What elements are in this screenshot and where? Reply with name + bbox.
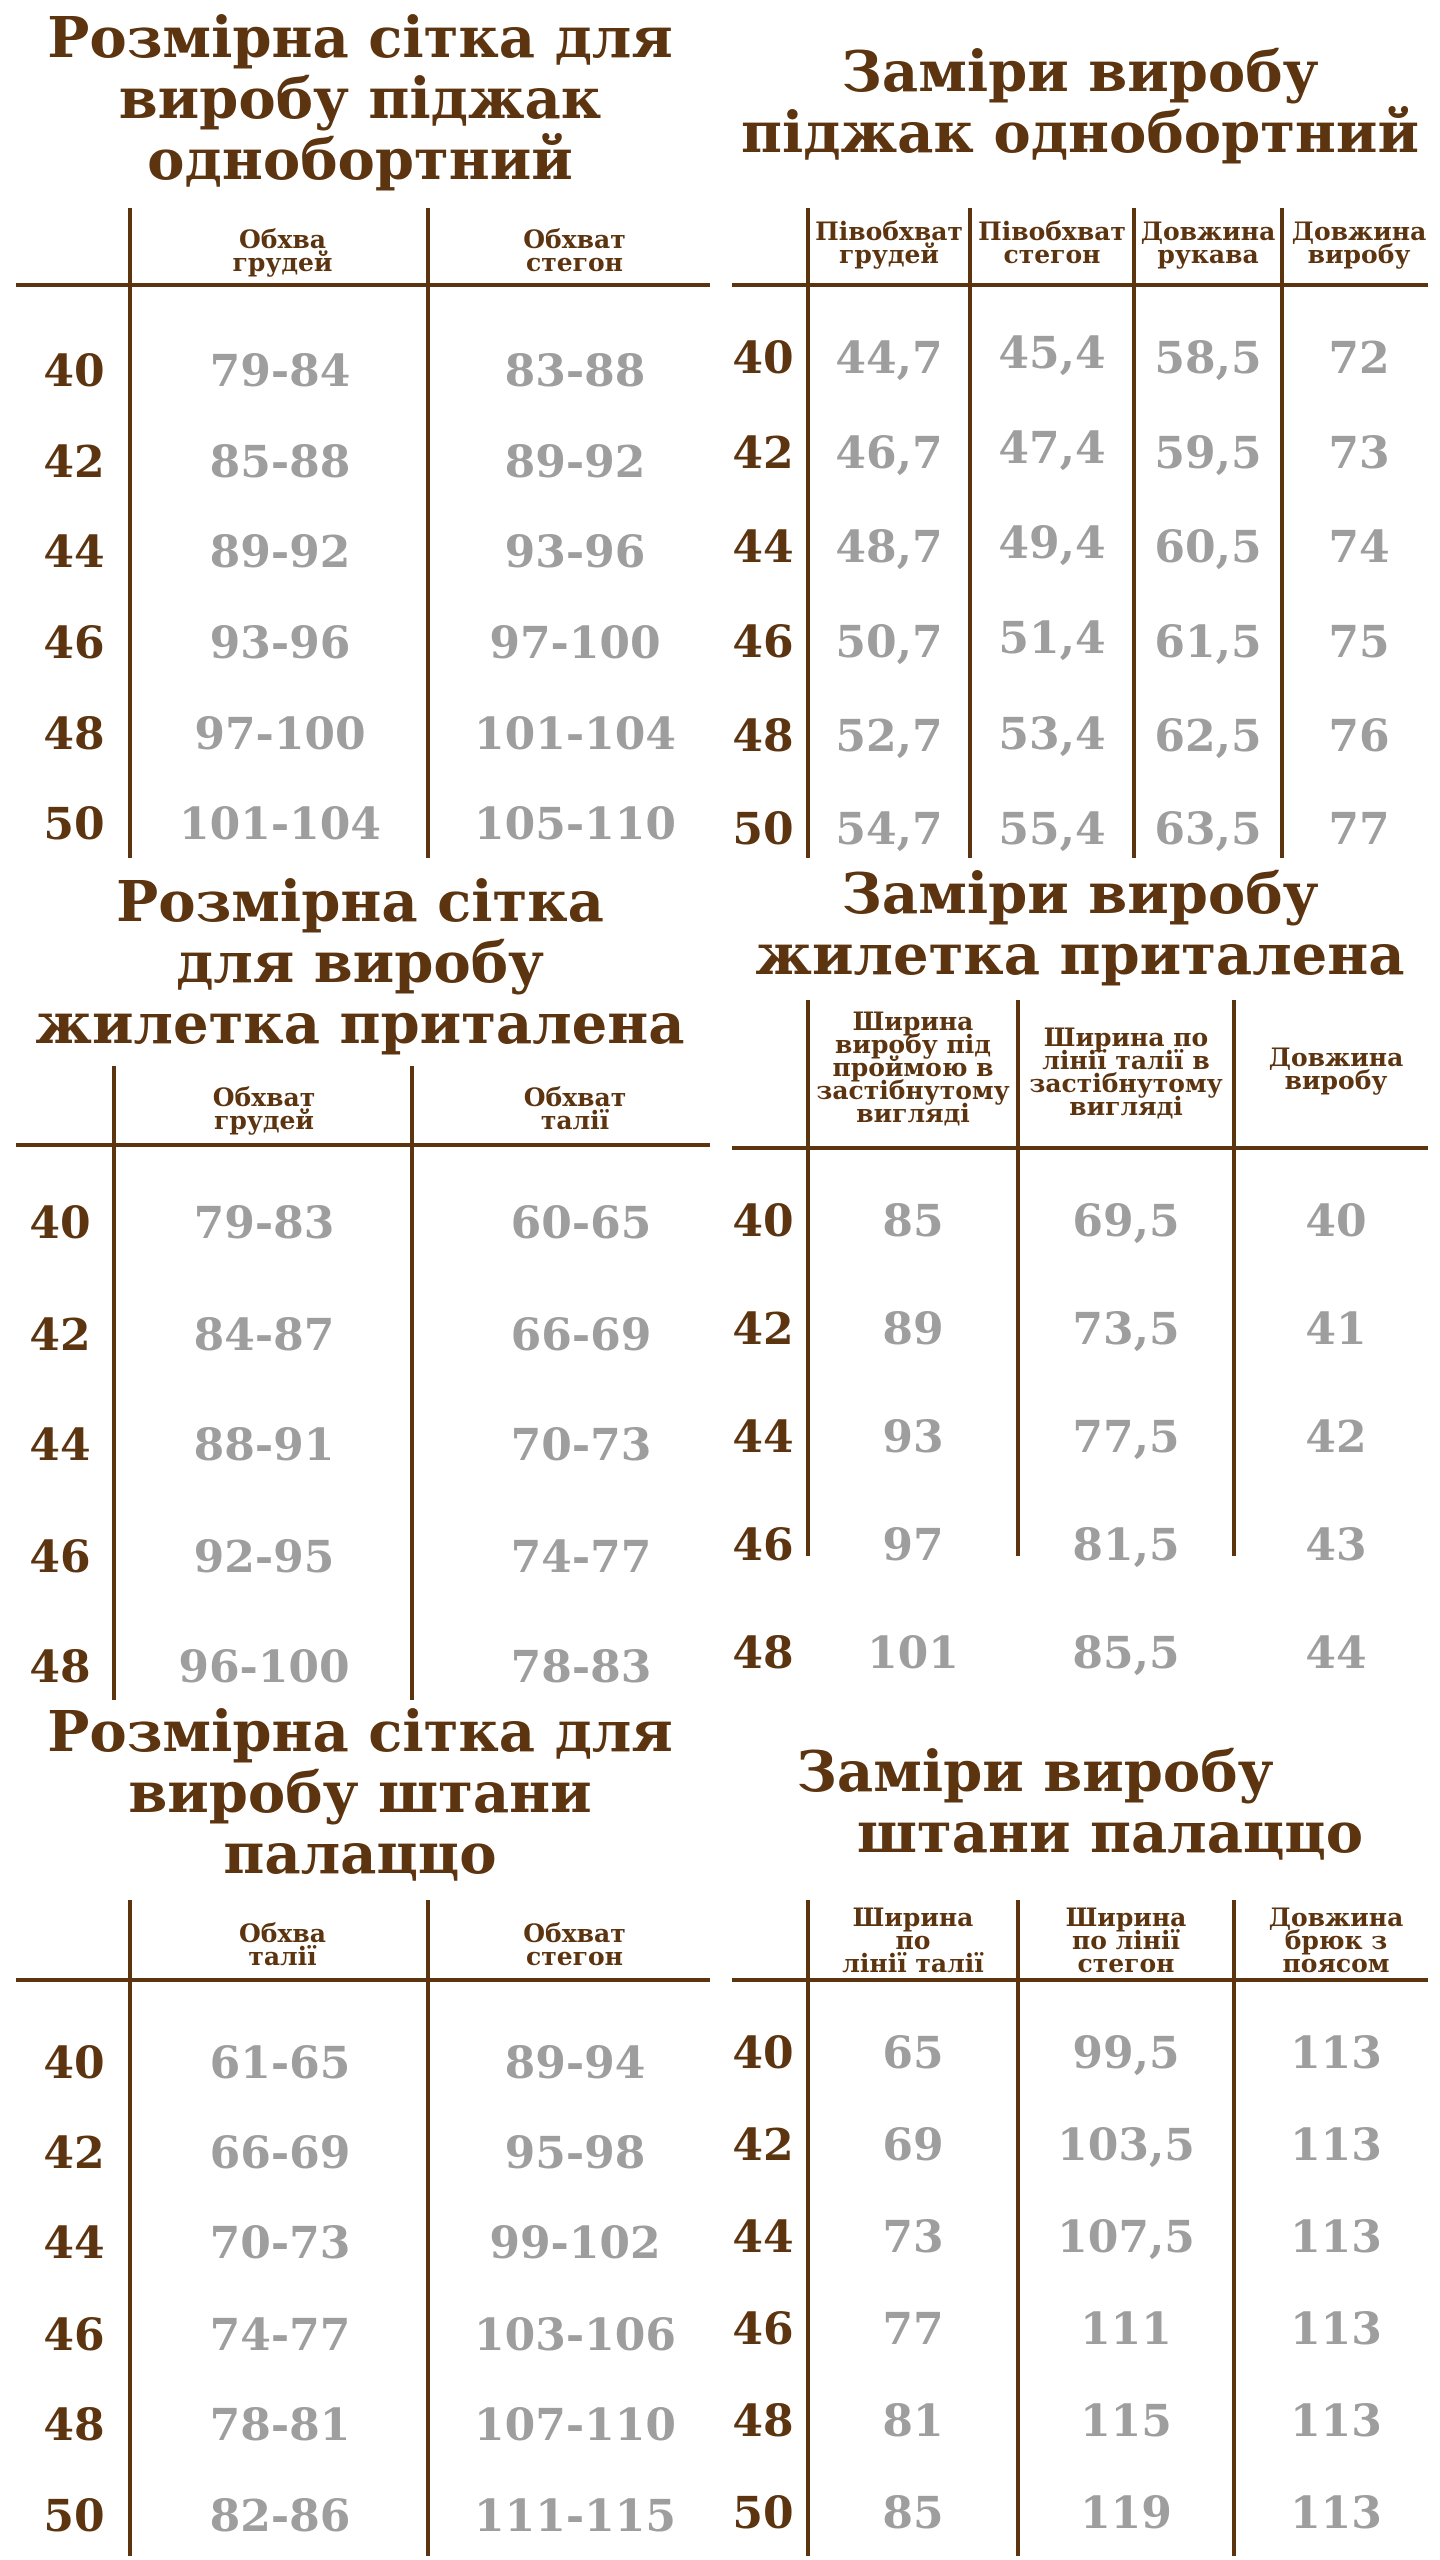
table-cell: 99,5 [1072, 2028, 1180, 2079]
title-line: Заміри виробу [841, 39, 1319, 105]
title-line: штани палаццо [856, 1800, 1364, 1867]
title-line: виробу штани [128, 1760, 592, 1827]
size-label: 40 [29, 1198, 91, 1249]
table-cell: 47,4 [998, 423, 1106, 474]
size-label: 48 [43, 709, 105, 760]
column-divider [128, 208, 132, 858]
size-label: 40 [732, 1196, 794, 1247]
size-label: 40 [43, 2038, 105, 2089]
size-label: 48 [43, 2400, 105, 2451]
size-label: 40 [732, 333, 794, 384]
title-line: Заміри виробу [841, 861, 1319, 927]
size-label: 46 [43, 2310, 105, 2361]
table-cell: 84-87 [193, 1310, 335, 1361]
size-label: 50 [732, 2488, 794, 2539]
size-label: 48 [732, 711, 794, 762]
column-header: Обхват талії [523, 1083, 627, 1135]
size-label: 46 [43, 618, 105, 669]
table-cell: 44,7 [835, 333, 943, 384]
vest-measurements [720, 860, 1440, 1700]
table-cell: 93 [882, 1412, 944, 1463]
table-cell: 77,5 [1072, 1412, 1180, 1463]
table-cell: 89-94 [504, 2038, 646, 2089]
table-cell: 95-98 [504, 2128, 646, 2179]
header-divider [16, 1978, 710, 1982]
table-cell: 53,4 [998, 709, 1106, 760]
table-cell: 40 [1305, 1196, 1367, 1247]
table-cell: 101-104 [474, 709, 676, 760]
column-header: Обхват стегон [523, 1919, 626, 1971]
column-header: Довжина рукава [1140, 217, 1276, 269]
title-line: однобортний [147, 127, 573, 194]
title-line: Заміри виробу [796, 1739, 1274, 1805]
table-cell: 63,5 [1154, 804, 1262, 855]
header-divider [732, 1146, 1428, 1150]
jacket-size-chart-title [0, 5, 720, 194]
table-cell: 89-92 [209, 527, 351, 578]
table-cell: 65 [882, 2028, 944, 2079]
table-cell: 97-100 [489, 618, 661, 669]
table-cell: 50,7 [835, 617, 943, 668]
table-cell: 115 [1080, 2396, 1172, 2447]
size-label: 42 [43, 437, 105, 488]
size-label: 48 [29, 1642, 91, 1693]
table-cell: 92-95 [193, 1532, 335, 1583]
column-divider [128, 1900, 132, 2556]
size-label: 48 [732, 1628, 794, 1679]
table-cell: 59,5 [1154, 428, 1262, 479]
table-cell: 66-69 [209, 2128, 351, 2179]
header-divider [16, 283, 710, 287]
table-cell: 77 [882, 2304, 944, 2355]
size-label: 44 [732, 1412, 794, 1463]
table-cell: 42 [1305, 1412, 1367, 1463]
table-cell: 78-83 [510, 1642, 652, 1693]
table-cell: 89-92 [504, 437, 646, 488]
header-divider [16, 1143, 710, 1147]
size-label: 44 [732, 522, 794, 573]
table-cell: 70-73 [510, 1420, 652, 1471]
table-cell: 52,7 [835, 711, 943, 762]
size-label: 46 [732, 617, 794, 668]
header-divider [732, 1978, 1428, 1982]
pants-size-chart-title [0, 1699, 720, 1888]
table-cell: 85-88 [209, 437, 351, 488]
column-divider [112, 1066, 116, 1700]
column-header: Обхва грудей [232, 225, 333, 277]
column-header: Обхва талії [239, 1919, 326, 1971]
table-cell: 66-69 [510, 1310, 652, 1361]
table-cell: 79-83 [193, 1198, 335, 1249]
column-header: Довжина виробу [1291, 217, 1427, 269]
table-cell: 93-96 [504, 527, 646, 578]
size-label: 42 [29, 1310, 91, 1361]
table-cell: 76 [1328, 711, 1390, 762]
column-header: Довжина брюк з поясом [1268, 1903, 1404, 1978]
table-cell: 85 [882, 1196, 944, 1247]
table-cell: 111 [1080, 2304, 1172, 2355]
table-cell: 93-96 [209, 618, 351, 669]
table-cell: 73,5 [1072, 1304, 1180, 1355]
jacket-measurements [720, 0, 1440, 860]
table-cell: 81,5 [1072, 1520, 1180, 1571]
table-cell: 101-104 [179, 799, 381, 850]
jacket-size-chart [0, 0, 720, 860]
table-cell: 62,5 [1154, 711, 1262, 762]
table-cell: 48,7 [835, 522, 943, 573]
title-line: виробу піджак [118, 66, 602, 133]
table-cell: 96-100 [178, 1642, 350, 1693]
table-cell: 113 [1290, 2212, 1382, 2263]
table-cell: 113 [1290, 2028, 1382, 2079]
title-line: для виробу [176, 930, 544, 997]
table-cell: 54,7 [835, 804, 943, 855]
table-cell: 107-110 [474, 2400, 676, 2451]
pants-size-chart [0, 1700, 720, 2560]
size-label: 42 [732, 2120, 794, 2171]
title-line: Розмірна сітка для [47, 5, 673, 71]
table-cell: 74-77 [209, 2310, 351, 2361]
table-cell: 75 [1328, 617, 1390, 668]
table-cell: 69,5 [1072, 1196, 1180, 1247]
table-cell: 78-81 [209, 2400, 351, 2451]
title-line: жилетка приталена [35, 991, 685, 1058]
table-cell: 60,5 [1154, 522, 1262, 573]
column-header: Ширина по лінії талії [842, 1903, 984, 1978]
pants-measurements [720, 1700, 1440, 2560]
column-header: Півобхват грудей [815, 217, 963, 269]
size-label: 42 [732, 428, 794, 479]
size-label: 46 [732, 2304, 794, 2355]
vest-size-chart-title [0, 869, 720, 1058]
table-cell: 113 [1290, 2488, 1382, 2539]
size-label: 42 [732, 1304, 794, 1355]
table-cell: 113 [1290, 2396, 1382, 2447]
table-cell: 113 [1290, 2304, 1382, 2355]
title-line: Розмірна сітка для [47, 1699, 673, 1765]
size-label: 44 [43, 527, 105, 578]
table-cell: 103,5 [1057, 2120, 1195, 2171]
column-divider [410, 1066, 414, 1700]
table-cell: 99-102 [489, 2218, 661, 2269]
table-cell: 81 [882, 2396, 944, 2447]
table-cell: 103-106 [474, 2310, 676, 2361]
table-cell: 79-84 [209, 346, 351, 397]
table-cell: 74 [1328, 522, 1390, 573]
size-label: 42 [43, 2128, 105, 2179]
table-cell: 107,5 [1057, 2212, 1195, 2263]
table-cell: 51,4 [998, 613, 1106, 664]
table-cell: 113 [1290, 2120, 1382, 2171]
table-cell: 55,4 [998, 804, 1106, 855]
pants-measurements-title [720, 1739, 1440, 1867]
size-label: 40 [732, 2028, 794, 2079]
table-cell: 61-65 [209, 2038, 351, 2089]
table-cell: 97-100 [194, 709, 366, 760]
column-header: Довжина виробу [1268, 1043, 1404, 1095]
table-cell: 69 [882, 2120, 944, 2171]
table-cell: 83-88 [504, 346, 646, 397]
table-cell: 73 [1328, 428, 1390, 479]
table-cell: 119 [1080, 2488, 1172, 2539]
table-cell: 49,4 [998, 518, 1106, 569]
size-label: 50 [43, 2491, 105, 2542]
table-cell: 46,7 [835, 428, 943, 479]
column-header: Ширина виробу під проймою в застібнутому вигляді [816, 1007, 1010, 1128]
title-line: Розмірна сітка [116, 869, 604, 935]
column-header: Півобхват стегон [978, 217, 1126, 269]
size-label: 46 [732, 1520, 794, 1571]
size-label: 46 [29, 1532, 91, 1583]
table-cell: 43 [1305, 1520, 1367, 1571]
table-cell: 97 [882, 1520, 944, 1571]
table-cell: 77 [1328, 804, 1390, 855]
table-cell: 85 [882, 2488, 944, 2539]
vest-size-chart [0, 860, 720, 1700]
table-cell: 105-110 [474, 799, 676, 850]
table-cell: 89 [882, 1304, 944, 1355]
table-cell: 72 [1328, 333, 1390, 384]
header-divider [732, 283, 1428, 287]
size-label: 50 [732, 804, 794, 855]
table-cell: 60-65 [510, 1198, 652, 1249]
column-header: Ширина по лінії стегон [1065, 1903, 1187, 1978]
table-cell: 61,5 [1154, 617, 1262, 668]
column-header: Обхват грудей [212, 1083, 316, 1135]
table-cell: 82-86 [209, 2491, 351, 2542]
size-label: 44 [732, 2212, 794, 2263]
table-cell: 101 [867, 1628, 959, 1679]
table-cell: 73 [882, 2212, 944, 2263]
size-label: 44 [43, 2218, 105, 2269]
jacket-measurements-title [720, 39, 1440, 167]
table-cell: 111-115 [474, 2491, 676, 2542]
table-cell: 74-77 [510, 1532, 652, 1583]
title-line: палаццо [223, 1821, 497, 1888]
table-cell: 58,5 [1154, 333, 1262, 384]
table-cell: 88-91 [193, 1420, 335, 1471]
table-cell: 45,4 [998, 328, 1106, 379]
table-cell: 41 [1305, 1304, 1367, 1355]
title-line: жилетка приталена [755, 922, 1405, 989]
column-header: Ширина по лінії талії в застібнутому вигляді [1029, 1023, 1223, 1121]
table-cell: 44 [1305, 1628, 1367, 1679]
size-label: 50 [43, 799, 105, 850]
table-cell: 70-73 [209, 2218, 351, 2269]
size-label: 44 [29, 1420, 91, 1471]
column-header: Обхват стегон [523, 225, 626, 277]
title-line: піджак однобортний [741, 100, 1419, 167]
table-cell: 85,5 [1072, 1628, 1180, 1679]
size-label: 40 [43, 346, 105, 397]
size-label: 48 [732, 2396, 794, 2447]
vest-measurements-title [720, 861, 1440, 989]
